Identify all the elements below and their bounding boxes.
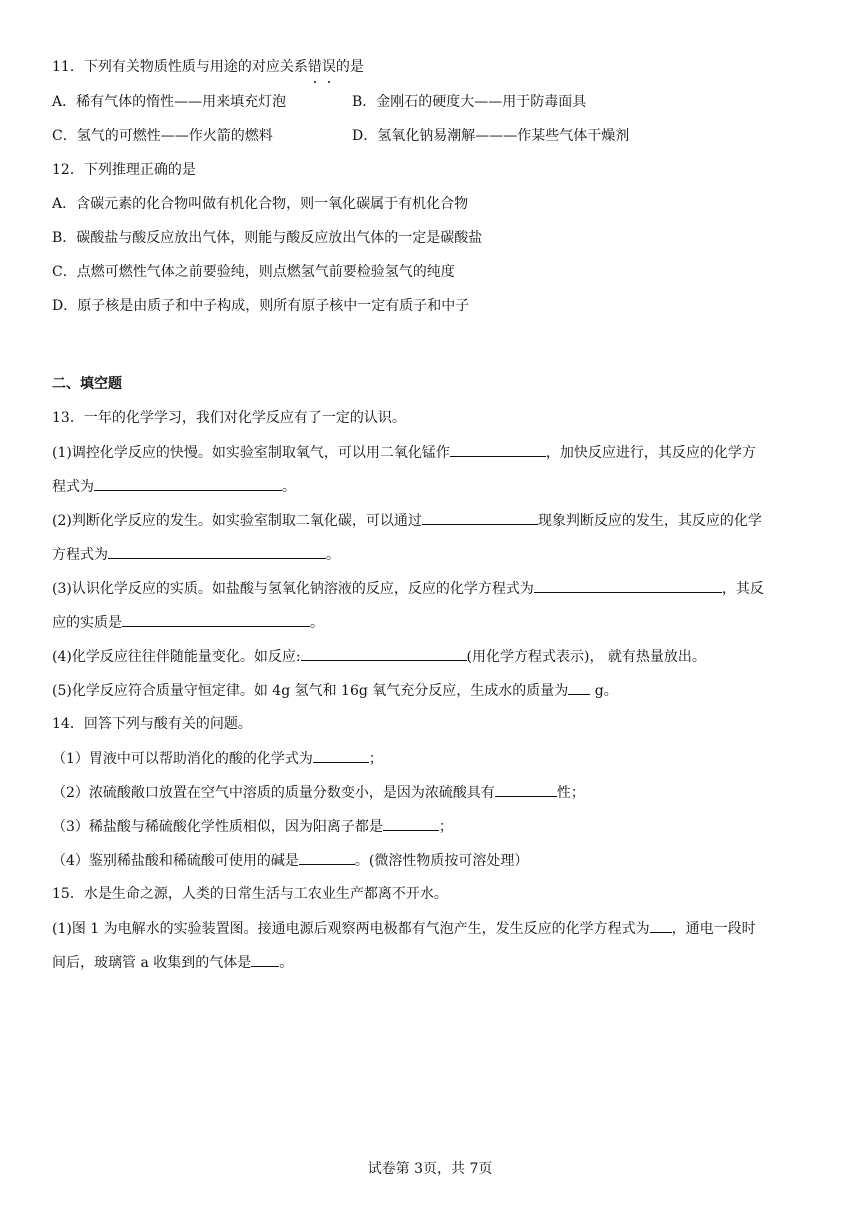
q11-option-a: A．稀有气体的惰性——用来填充灯泡 <box>52 94 287 110</box>
q14-part1: （1）胃液中可以帮助消化的酸的化学式为 ； <box>52 748 383 769</box>
emphasis-text: 错误 <box>308 57 336 77</box>
q13-part1-line2: 程式为 。 <box>52 476 296 497</box>
page-footer: 试卷第 3页，共 7页 <box>367 1161 493 1177</box>
answer-blank[interactable] <box>313 748 369 763</box>
answer-blank[interactable] <box>122 612 310 627</box>
q13-part2-line2: 方程式为 。 <box>52 544 340 565</box>
answer-blank[interactable] <box>568 680 590 695</box>
q12-option-a: A．含碳元素的化合物叫做有机化合物，则一氧化碳属于有机化合物 <box>52 196 469 212</box>
q14-part3: （3）稀盐酸与稀硫酸化学性质相似，因为阳离子都是 ； <box>52 816 453 837</box>
q15-part1-line1: (1)图 1 为电解水的实验装置图。接通电源后观察两电极都有气泡产生，发生反应的化学方程式为 ，通电一段时 <box>52 918 756 939</box>
answer-blank[interactable] <box>108 544 326 559</box>
answer-blank[interactable] <box>251 952 279 967</box>
stem-text-end: 的是 <box>335 59 364 75</box>
q13-part1-line1: (1)调控化学反应的快慢。如实验室制取氧气，可以用二氧化锰作 ，加快反应进行，其反应的化学方 <box>52 442 756 463</box>
q15-part1-line2: 间后，玻璃管 a 收集到的气体是 。 <box>52 952 293 973</box>
answer-blank[interactable] <box>299 850 355 865</box>
q13-part3-line2: 应的实质是 。 <box>52 612 324 633</box>
q12-option-b: B．碳酸盐与酸反应放出气体，则能与酸反应放出气体的一定是碳酸盐 <box>52 230 483 246</box>
q14-part2: （2）浓硫酸敞口放置在空气中溶质的质量分数变小，是因为浓硫酸具有 性； <box>52 782 585 803</box>
stem-text: 11．下列有关物质性质与用途的对应关系 <box>52 59 308 75</box>
q11-option-d: D．氢氧化钠易潮解———作某些气体干燥剂 <box>352 128 630 144</box>
q11-option-b: B．金刚石的硬度大——用于防毒面具 <box>352 94 587 110</box>
q14-part4: （4）鉴别稀盐酸和稀硫酸可使用的碱是 。(微溶性物质按可溶处理） <box>52 850 528 871</box>
answer-blank[interactable] <box>450 442 546 457</box>
q13-part2-line1: (2)判断化学反应的发生。如实验室制取二氧化碳，可以通过 现象判断反应的发生，其反应的化学 <box>52 510 762 531</box>
q11-option-c: C．氢气的可燃性——作火箭的燃料 <box>52 128 273 144</box>
q13-part4: (4)化学反应往往伴随能量变化。如反应: (用化学方程式表示)， 就有热量放出。 <box>52 646 706 667</box>
question-12-stem: 12．下列推理正确的是 <box>52 162 196 178</box>
question-15-stem: 15．水是生命之源，人类的日常生活与工农业生产都离不开水。 <box>52 886 448 902</box>
q12-option-d: D．原子核是由质子和中子构成，则所有原子核中一定有质子和中子 <box>52 298 470 314</box>
section-title: 二、填空题 <box>52 376 122 392</box>
answer-blank[interactable] <box>650 918 672 933</box>
question-11-stem <box>52 57 364 77</box>
q13-part5: (5)化学反应符合质量守恒定律。如 4g 氢气和 16g 氧气充分反应，生成水的质量为 g。 <box>52 680 618 701</box>
q13-part3-line1: (3)认识化学反应的实质。如盐酸与氢氧化钠溶液的反应，反应的化学方程式为 ，其反 <box>52 578 764 599</box>
question-13-stem: 13．一年的化学学习，我们对化学反应有了一定的认识。 <box>52 410 406 426</box>
answer-blank[interactable] <box>495 782 557 797</box>
answer-blank[interactable] <box>301 646 467 661</box>
answer-blank[interactable] <box>383 816 439 831</box>
answer-blank[interactable] <box>94 476 282 491</box>
question-14-stem: 14．回答下列与酸有关的问题。 <box>52 716 252 732</box>
q12-option-c: C．点燃可燃性气体之前要验纯，则点燃氢气前要检验氢气的纯度 <box>52 264 455 280</box>
answer-blank[interactable] <box>422 510 538 525</box>
answer-blank[interactable] <box>534 578 722 593</box>
